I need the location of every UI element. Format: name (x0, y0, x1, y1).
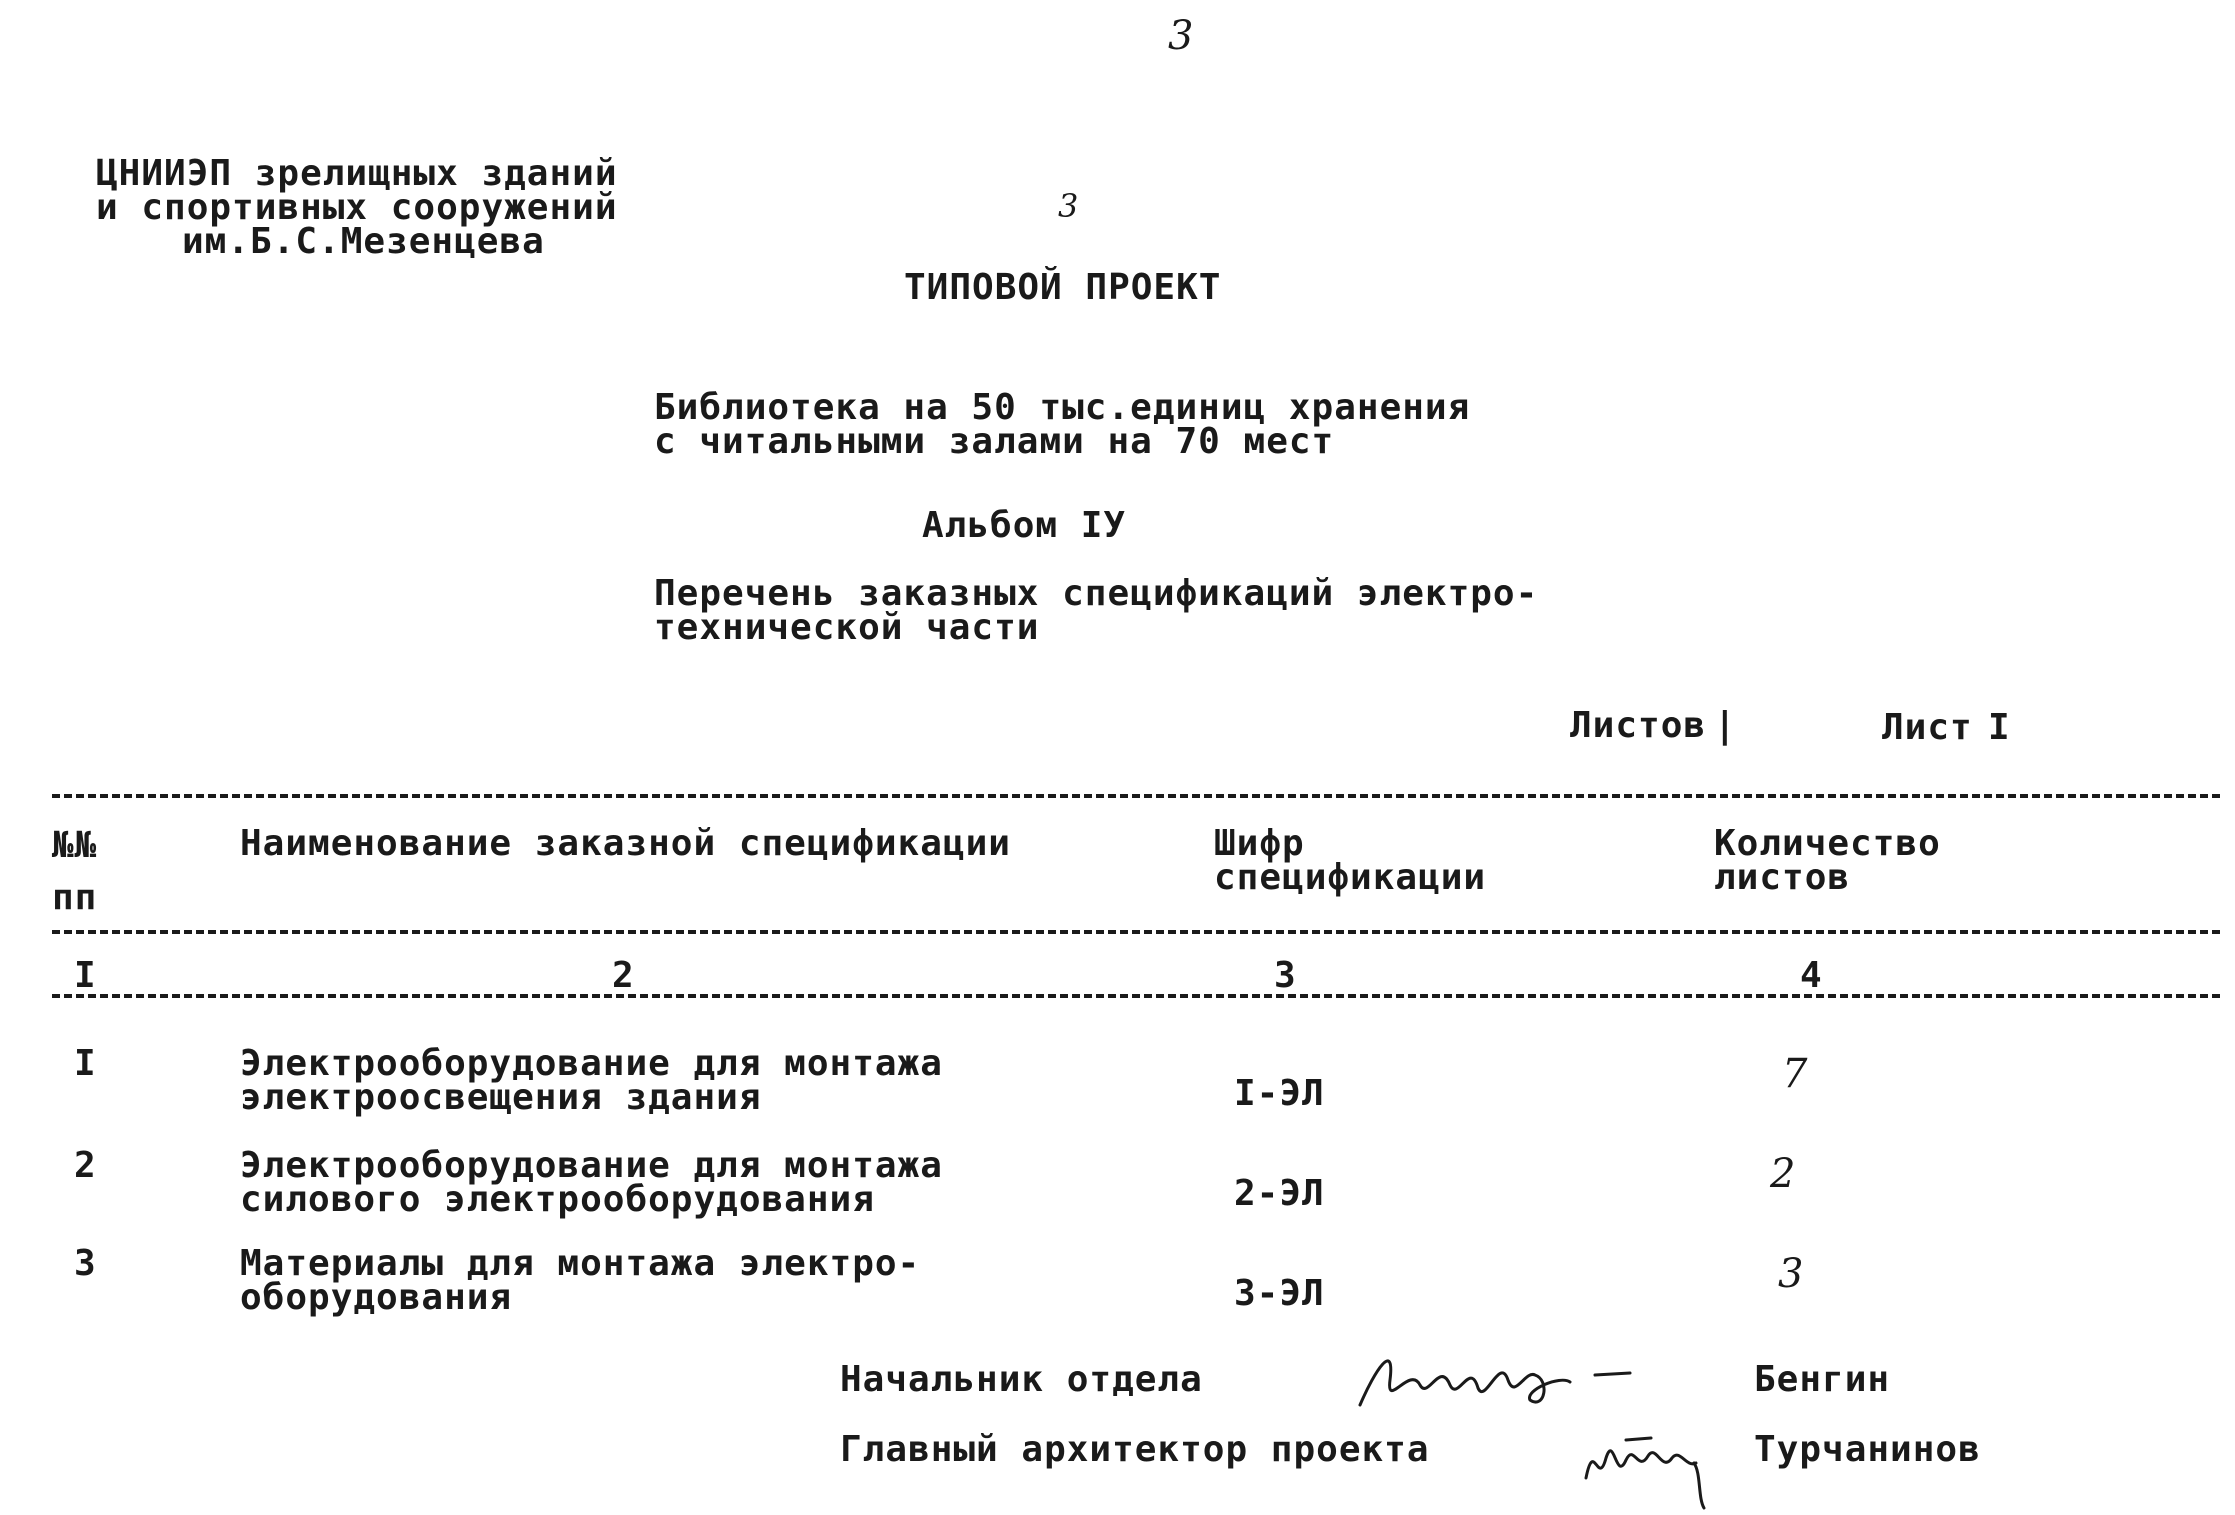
signature-scribble-1 (1350, 1330, 1640, 1420)
row-2-name-line-1: Электрооборудование для монтажа (240, 1145, 943, 1186)
row-2-name-line-2: силового электрооборудования (240, 1179, 875, 1220)
page-number-handwritten: 3 (1058, 187, 1080, 225)
project-title-line-2: с читальными залами на 70 мест (654, 421, 1335, 462)
column-number-1: I (74, 955, 97, 996)
signature-role-2: Главный архитектор проекта (840, 1429, 1430, 1470)
row-3-sheets: 3 (1778, 1251, 1805, 1297)
album-label: Альбом IУ (922, 505, 1127, 546)
organization-line-3: им.Б.С.Мезенцева (182, 221, 545, 262)
row-1-code: I-ЭЛ (1234, 1073, 1325, 1114)
page-number-top: 3 (1168, 13, 1195, 59)
sheets-total-value: | (1714, 705, 1737, 746)
subject-line-2: технической части (654, 607, 1040, 648)
table-column-numbers-rule (52, 994, 2220, 998)
organization-line-2: и спортивных сооружений (96, 187, 618, 228)
row-2-sheets: 2 (1770, 1151, 1797, 1197)
header-num-line-2: пп (52, 877, 98, 918)
header-code-line-2: спецификации (1214, 857, 1487, 898)
column-number-4: 4 (1800, 955, 1823, 996)
doc-type-title: ТИПОВОЙ ПРОЕКТ (904, 267, 1222, 308)
row-1-sheets: 7 (1782, 1051, 1809, 1097)
signature-name-1: Бенгин (1754, 1359, 1891, 1400)
project-title-line-1: Библиотека на 50 тыс.единиц хранения (654, 387, 1471, 428)
header-count-line-1: Количество (1714, 823, 1941, 864)
row-1-name-line-1: Электрооборудование для монтажа (240, 1043, 943, 1084)
header-name: Наименование заказной спецификации (240, 823, 1011, 864)
organization-line-1: ЦНИИЭП зрелищных зданий (96, 153, 618, 194)
column-number-2: 2 (612, 955, 635, 996)
row-1-number: I (74, 1043, 97, 1084)
header-num-line-1: №№ (52, 825, 98, 866)
table-top-rule (52, 794, 2220, 798)
subject-line-1: Перечень заказных спецификаций электро- (654, 573, 1539, 614)
row-3-code: 3-ЭЛ (1234, 1273, 1325, 1314)
column-number-3: 3 (1274, 955, 1297, 996)
sheets-total-label: Листов (1570, 705, 1707, 746)
row-3-name-line-2: оборудования (240, 1277, 513, 1318)
sheet-value: I (1988, 707, 2011, 748)
row-1-name-line-2: электроосвещения здания (240, 1077, 762, 1118)
row-2-number: 2 (74, 1145, 97, 1186)
row-3-name-line-1: Материалы для монтажа электро- (240, 1243, 921, 1284)
row-3-number: 3 (74, 1243, 97, 1284)
header-count-line-2: листов (1714, 857, 1851, 898)
signature-role-1: Начальник отдела (840, 1359, 1203, 1400)
table-header-rule (52, 930, 2220, 934)
header-code-line-1: Шифр (1214, 823, 1305, 864)
signature-name-2: Турчанинов (1754, 1429, 1981, 1470)
sheet-label: Лист (1882, 707, 1973, 748)
row-2-code: 2-ЭЛ (1234, 1173, 1325, 1214)
signature-scribble-2 (1576, 1418, 1726, 1513)
